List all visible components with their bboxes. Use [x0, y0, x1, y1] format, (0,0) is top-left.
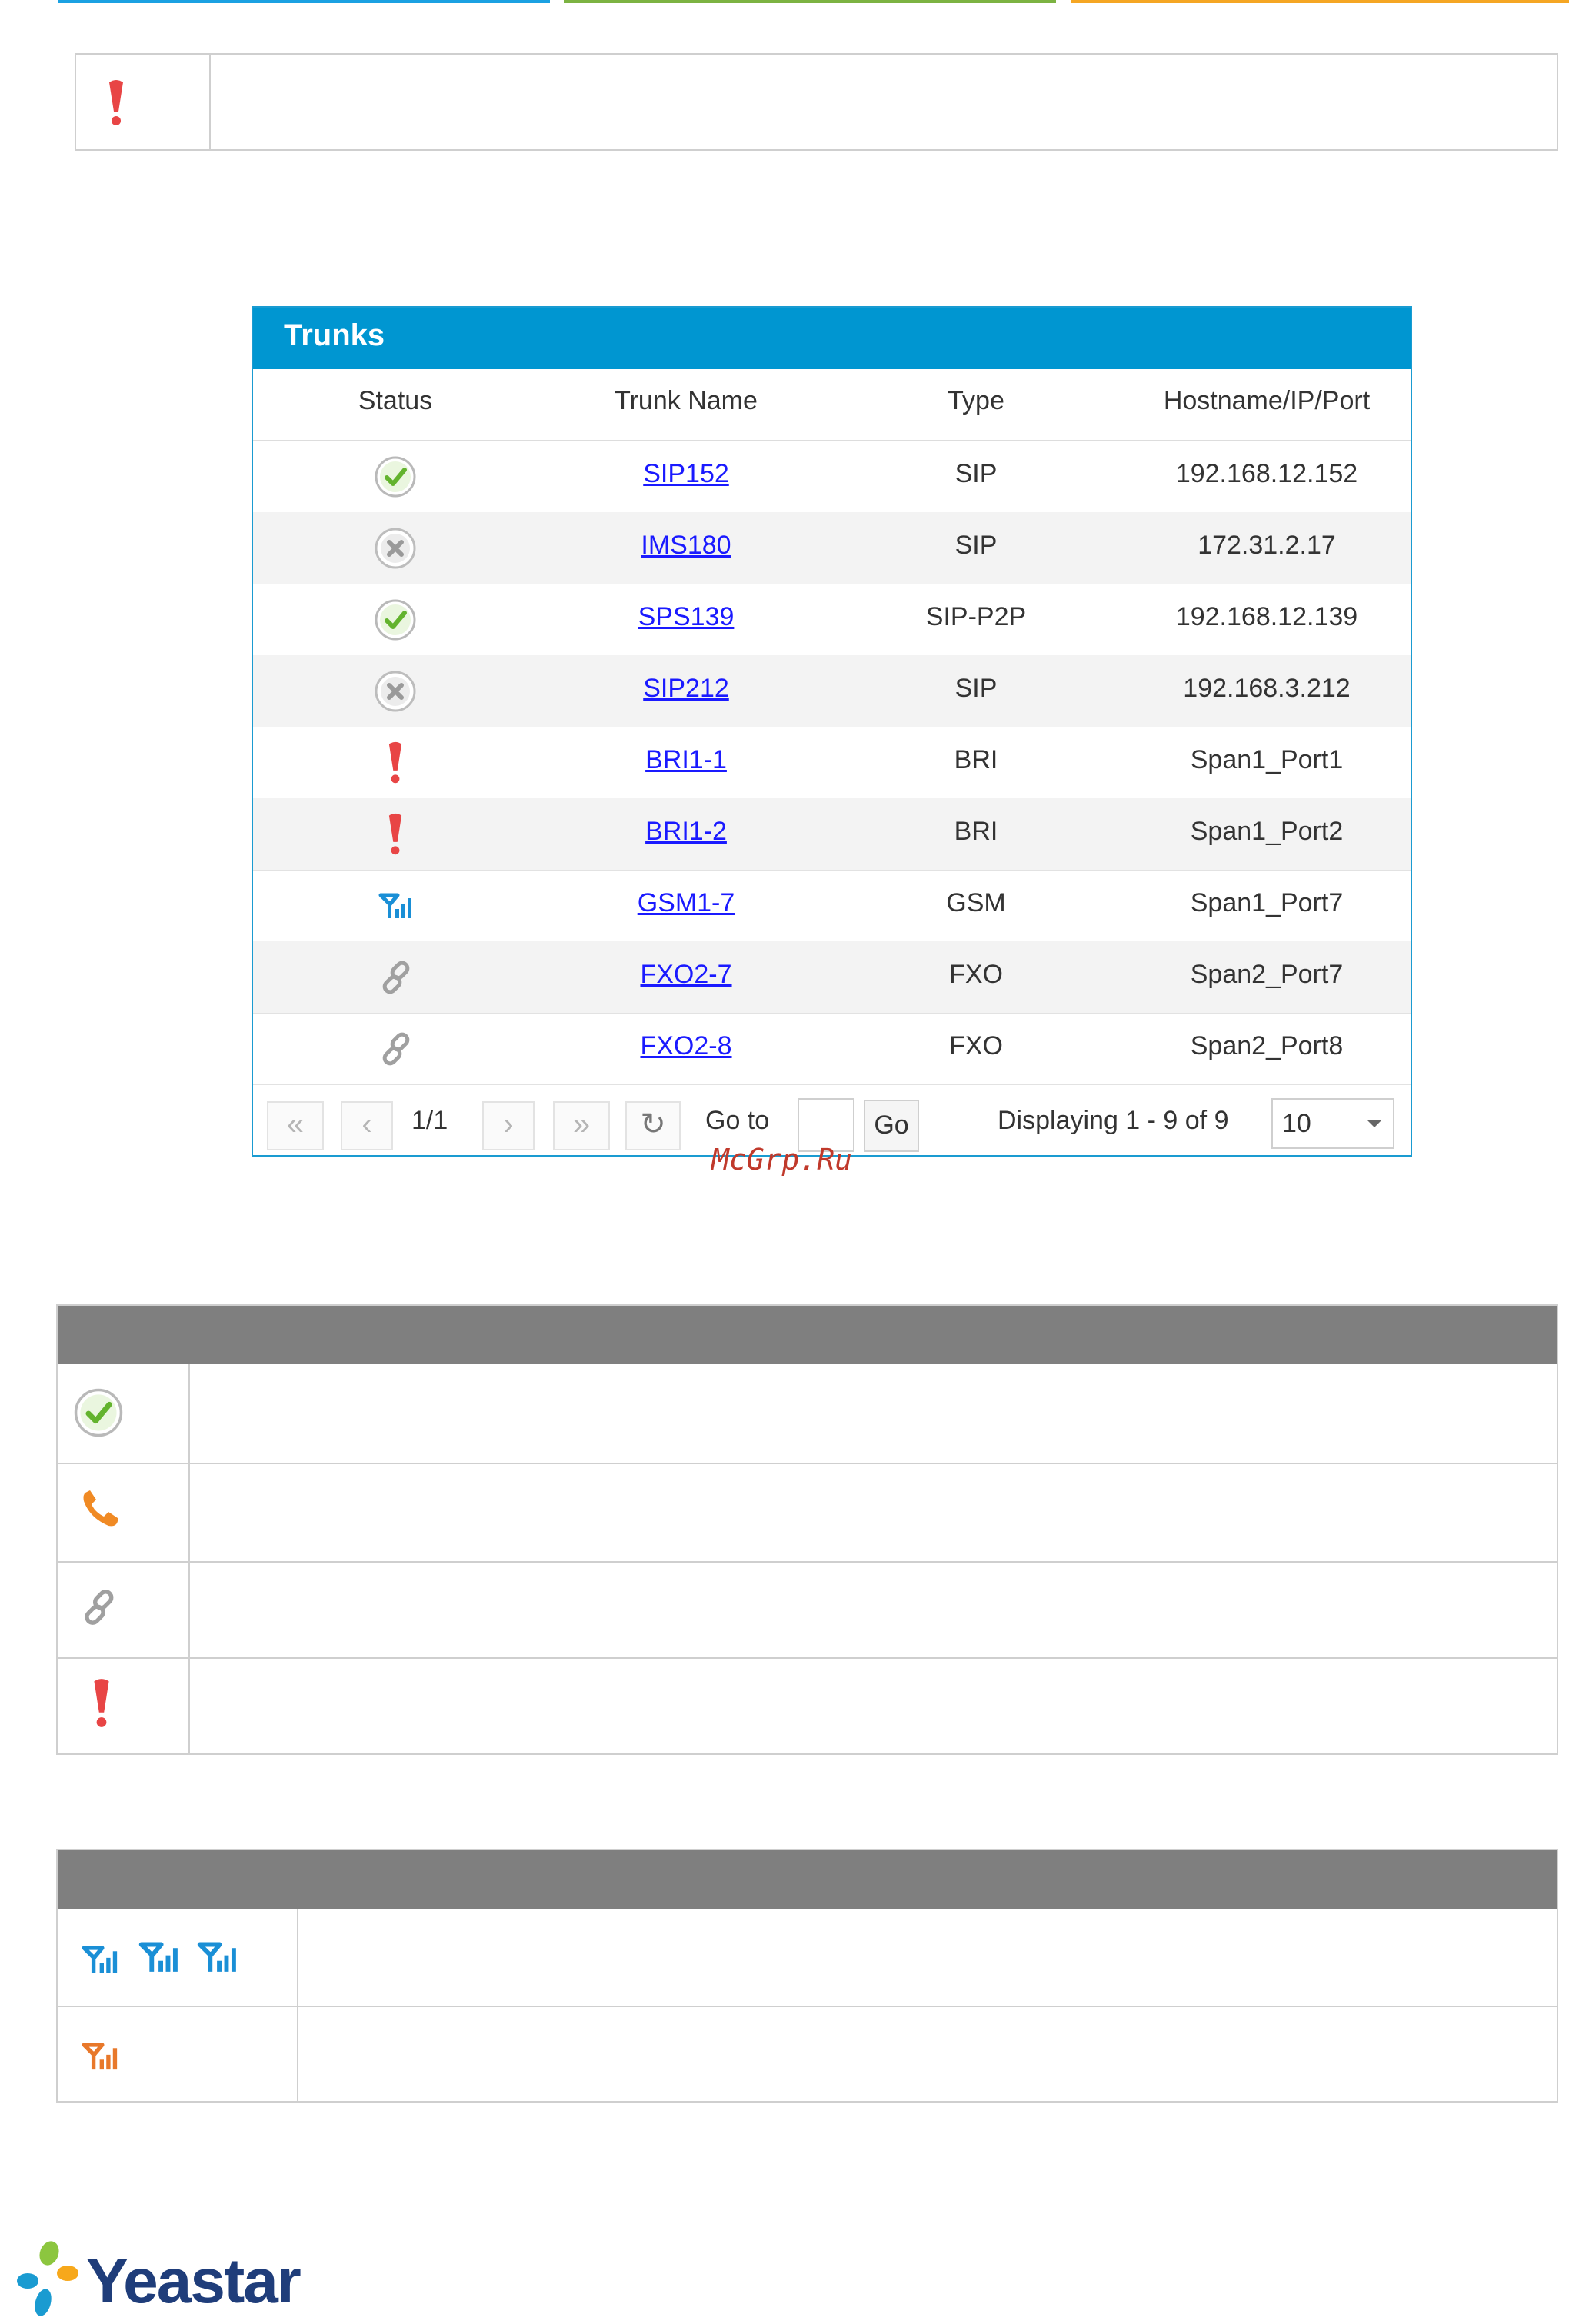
trunk-type: FXO — [949, 1031, 1003, 1060]
signal-blue-icon — [81, 1936, 127, 1983]
trunk-host: Span2_Port7 — [1190, 960, 1344, 989]
trunk-link[interactable]: GSM1-7 — [637, 888, 735, 917]
yeastar-logo-icon — [12, 2239, 82, 2319]
signal-icon — [378, 884, 421, 927]
trunk-link[interactable]: SPS139 — [638, 602, 735, 631]
exclamation-icon — [107, 79, 125, 127]
check-circle-icon — [73, 1387, 124, 1438]
page-indicator: 1/1 — [411, 1106, 448, 1135]
table-header — [253, 369, 1411, 441]
trunk-host: 172.31.2.17 — [1198, 531, 1336, 560]
panel-header — [253, 308, 1411, 369]
legend-table-header — [58, 1850, 1557, 1909]
trunk-host: 192.168.12.139 — [1175, 602, 1358, 631]
table-row — [253, 727, 1411, 799]
table-row — [253, 441, 1411, 513]
signal-blue-icon — [196, 1932, 247, 1983]
exclamation-icon — [92, 1678, 112, 1729]
trunks-panel — [252, 306, 1412, 1157]
link-icon — [376, 956, 419, 999]
trunk-type: BRI — [954, 745, 998, 774]
check-circle-icon — [374, 455, 417, 498]
exclamation-icon — [382, 741, 408, 784]
trunk-host: Span1_Port7 — [1190, 888, 1344, 917]
column-header-trunk-name[interactable]: Trunk Name — [615, 386, 758, 415]
next-page-button[interactable]: › — [482, 1101, 535, 1150]
last-page-button[interactable]: » — [553, 1101, 610, 1150]
trunk-host: Span2_Port8 — [1190, 1031, 1344, 1060]
trunk-link[interactable]: BRI1-2 — [645, 817, 727, 846]
page-size-select[interactable] — [1271, 1098, 1394, 1149]
chevron-down-icon — [1365, 1118, 1384, 1129]
page-size-value: 10 — [1282, 1109, 1311, 1138]
trunk-type: SIP — [954, 459, 998, 488]
top-accent-line-blue — [58, 0, 550, 3]
trunk-link[interactable]: FXO2-8 — [640, 1031, 732, 1060]
trunk-link[interactable]: SIP212 — [643, 674, 729, 703]
top-accent-line-orange — [1071, 0, 1569, 3]
legend-table-header — [58, 1306, 1557, 1364]
x-circle-icon — [374, 670, 417, 713]
warning-note-box — [75, 53, 1558, 151]
column-header-type[interactable]: Type — [948, 386, 1004, 415]
trunk-type: GSM — [946, 888, 1006, 917]
refresh-icon[interactable]: ↻ — [625, 1101, 681, 1150]
signal-legend-table — [56, 1849, 1558, 2103]
watermark-text: McGrp.Ru — [711, 1143, 853, 1177]
trunk-host: Span1_Port1 — [1190, 745, 1344, 774]
display-count: Displaying 1 - 9 of 9 — [998, 1106, 1229, 1135]
trunk-type: BRI — [954, 817, 998, 846]
prev-page-button[interactable]: ‹ — [341, 1101, 393, 1150]
link-icon — [376, 1027, 419, 1070]
trunk-type: SIP — [954, 674, 998, 703]
signal-orange-icon — [81, 2033, 127, 2079]
table-row — [253, 584, 1411, 656]
top-accent-line-green — [564, 0, 1056, 3]
table-row — [253, 655, 1411, 727]
table-row — [253, 798, 1411, 871]
signal-blue-icon — [138, 1932, 188, 1983]
table-row — [253, 1013, 1411, 1085]
trunk-link[interactable]: FXO2-7 — [640, 960, 732, 989]
status-legend-table — [56, 1304, 1558, 1755]
table-row — [253, 870, 1411, 942]
trunk-host: 192.168.12.152 — [1175, 459, 1358, 488]
column-header-host[interactable]: Hostname/IP/Port — [1163, 386, 1371, 415]
go-button[interactable]: Go — [864, 1100, 919, 1152]
trunk-type: SIP — [954, 531, 998, 560]
exclamation-icon — [382, 813, 408, 856]
phone-icon — [79, 1487, 122, 1530]
table-row — [253, 941, 1411, 1014]
column-header-status[interactable]: Status — [358, 386, 433, 415]
trunk-link[interactable]: IMS180 — [641, 531, 731, 560]
brand-name: Yeastar — [86, 2246, 300, 2316]
table-row — [253, 512, 1411, 584]
trunk-host: 192.168.3.212 — [1183, 674, 1351, 703]
panel-title: Trunks — [284, 318, 385, 352]
first-page-button[interactable]: « — [267, 1101, 324, 1150]
check-circle-icon — [374, 598, 417, 641]
trunk-type: FXO — [949, 960, 1003, 989]
trunk-link[interactable]: SIP152 — [643, 459, 729, 488]
trunk-host: Span1_Port2 — [1190, 817, 1344, 846]
link-icon — [78, 1584, 124, 1630]
goto-label: Go to — [705, 1106, 770, 1135]
trunk-link[interactable]: BRI1-1 — [645, 745, 727, 774]
x-circle-icon — [374, 527, 417, 570]
trunk-type: SIP-P2P — [925, 602, 1027, 631]
